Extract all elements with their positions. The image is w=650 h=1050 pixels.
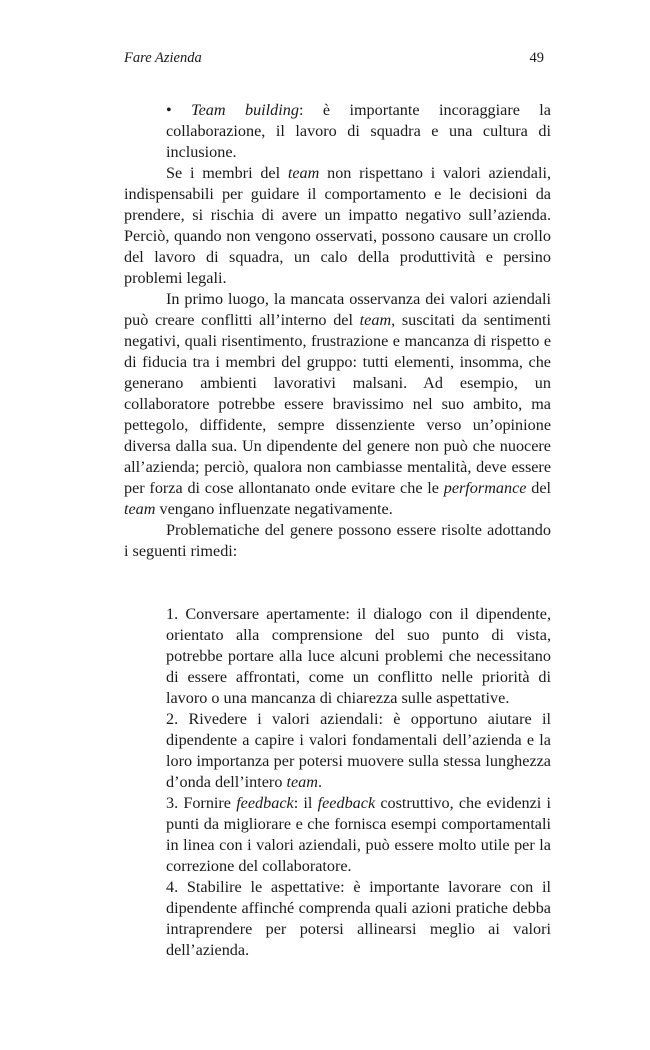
p1-text-b: team — [287, 164, 320, 182]
p2-text-c: suscitati da sentimenti negativi, quali risentimento, frustrazione e mancanza di rispetto e di fiducia tra i membri del gruppo: tutti elementi, insomma, che generano ambienti lavorativi malsani. Ad esempio, un collaboratore potrebbe essere bravissimo nel suo ambito, ma pettegolo, diffidente, sempre dissenziente verso un’opinione diversa dalla sua. Un dipendente del genere non può che nuocere all’azienda; perciò, qualora non cambiasse mentalità, deve essere per forza di cose allontanato onde evitare che le — [124, 311, 552, 497]
paragraph-1 — [124, 163, 551, 289]
item3-text-d: feedback — [317, 794, 376, 812]
item3-text-a: 3. Fornire — [166, 794, 237, 812]
item3-text-c: : il — [293, 794, 318, 812]
remedies-list — [124, 604, 551, 961]
item2-text-a: 2. Rivedere i valori aziendali: è opportuno aiutare il dipendente a capire i valori fondamentali dell’azienda e la loro importanza per potersi muovere sulla stessa lunghezza d’onda dell’intero — [166, 710, 551, 791]
p2-text-d: performance — [443, 479, 527, 497]
list-item-2 — [124, 709, 551, 793]
p2-text-g: vengano influenzate negativamente. — [155, 500, 393, 518]
p1-text-a: Se i membri del — [166, 164, 288, 182]
list-item-3 — [124, 793, 551, 877]
paragraph-2 — [124, 289, 551, 520]
bullet-text: : è importante incoraggiare la collaborazione, il lavoro di squadra e una cultura di inclusione. — [166, 101, 551, 161]
list-item-1: 1. Conversare apertamente: il dialogo con il dipendente, orientato alla comprensione del suo punto di vista, potrebbe portare alla luce alcuni problemi che necessitano di essere affrontati, come un conflitto nelle priorità di lavoro o una mancanza di chiarezza sulle aspettative. — [166, 605, 551, 707]
running-head — [124, 50, 544, 67]
bullet-marker: • — [166, 101, 192, 119]
p2-text-f: team — [124, 500, 156, 518]
book-title: Fare Azienda — [124, 50, 202, 66]
bullet-term: Team building — [191, 101, 299, 119]
item2-text-c: . — [317, 773, 322, 791]
p1-text-c: non rispettano i valori aziendali, indispensabili per guidare il comportamento e le decisioni da prendere, si rischia di avere un impatto negativo sull’azienda. Perciò, quando non vengono osservati, possono causare un crollo del lavoro di squadra, un calo della produttività e persino problemi legali. — [124, 164, 551, 287]
item3-text-b: feedback — [236, 794, 294, 812]
item2-text-b: team — [286, 773, 318, 791]
page-body — [124, 100, 551, 961]
p2-text-b: team, — [359, 311, 396, 329]
item3-text-e: costruttivo, che evidenzi i punti da migliorare e che fornisca esempi comportamentali in linea con i valori aziendali, può essere molto utile per la correzione del collaboratore. — [166, 794, 551, 875]
bullet-team-building — [124, 100, 551, 163]
p2-text-a: In primo luogo, la mancata osservanza dei valori aziendali può creare conflitti all’interno del — [124, 290, 551, 329]
list-item-4: 4. Stabilire le aspettative: è importante lavorare con il dipendente affinché comprenda quali azioni pratiche debba intraprendere per potersi allinearsi meglio ai valori dell’azienda. — [166, 878, 551, 959]
paragraph-3: Problematiche del genere possono essere risolte adottando i seguenti rimedi: — [124, 521, 551, 560]
p2-text-e: del — [526, 479, 551, 497]
spacer — [124, 562, 551, 604]
page-number: 49 — [529, 50, 544, 66]
